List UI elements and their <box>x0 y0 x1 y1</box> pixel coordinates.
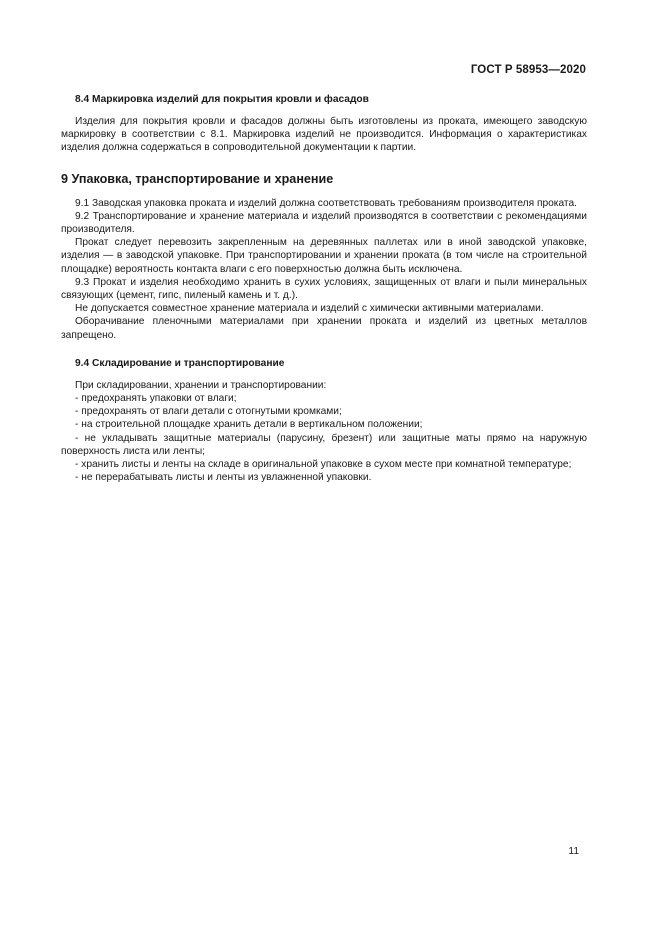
page-number: 11 <box>568 846 579 857</box>
list-item: - не укладывать защитные материалы (парусину, брезент) или защитные маты прямо на наружную поверхность листа или ленты; <box>61 432 587 457</box>
page-content <box>61 90 587 484</box>
paragraph: 9.2 Транспортирование и хранение материала и изделий производятся в соответствии с рекомендациями производителя. <box>61 210 587 236</box>
list-item: - не перерабатывать листы и ленты из увлажненной упаковки. <box>75 472 372 484</box>
paragraph: Не допускается совместное хранение материала и изделий с химически активными материалами. <box>75 303 544 315</box>
storage-requirements-list <box>61 392 587 484</box>
list-intro: При складировании, хранении и транспортировании: <box>75 379 327 391</box>
paragraph: 9.1 Заводская упаковка проката и изделий должна соответствовать требованиям производителя проката. <box>75 197 577 209</box>
paragraph: Изделия для покрытия кровли и фасадов должны быть изготовлены из проката, имеющего заводскую маркировку в соответствии с 8.1. Маркировка изделий не производится. Информация о характеристиках изделия должна содержаться в сопроводительной документации к партии. <box>61 116 587 154</box>
section-9 <box>61 172 587 342</box>
section-9-heading: 9 Упаковка, транспортирование и хранение <box>61 171 334 186</box>
section-8-4 <box>61 94 587 155</box>
section-9-4 <box>61 358 587 485</box>
paragraph: 9.3 Прокат и изделия необходимо хранить в сухих условиях, защищенных от влаги и пыли минеральных связующих (цемент, гипс, пиленый камень и т. д.). <box>61 276 587 302</box>
list-item: - предохранять от влаги детали с отогнутыми кромками; <box>75 406 342 418</box>
list-item: - хранить листы и ленты на складе в оригинальной упаковке в сухом месте при комнатной температуре; <box>75 459 572 471</box>
standard-code: ГОСТ Р 58953—2020 <box>470 64 586 76</box>
section-8-4-heading: 8.4 Маркировка изделий для покрытия кровли и фасадов <box>75 94 369 105</box>
paragraph: Прокат следует перевозить закрепленным на деревянных паллетах или в иной заводской упаковке, изделия — в заводской упаковке. При транспортировании и хранении проката (в том числе на строительной площадке) вероятность контакта влаги с его поверхностью должна быть исключена. <box>61 237 587 275</box>
list-item: - предохранять упаковки от влаги; <box>75 393 237 405</box>
list-item: - на строительной площадке хранить детали в вертикальном положении; <box>75 419 423 431</box>
paragraph: Оборачивание пленочными материалами при хранении проката и изделий из цветных металлов запрещено. <box>61 316 587 341</box>
section-9-4-heading: 9.4 Складирование и транспортирование <box>75 357 285 369</box>
